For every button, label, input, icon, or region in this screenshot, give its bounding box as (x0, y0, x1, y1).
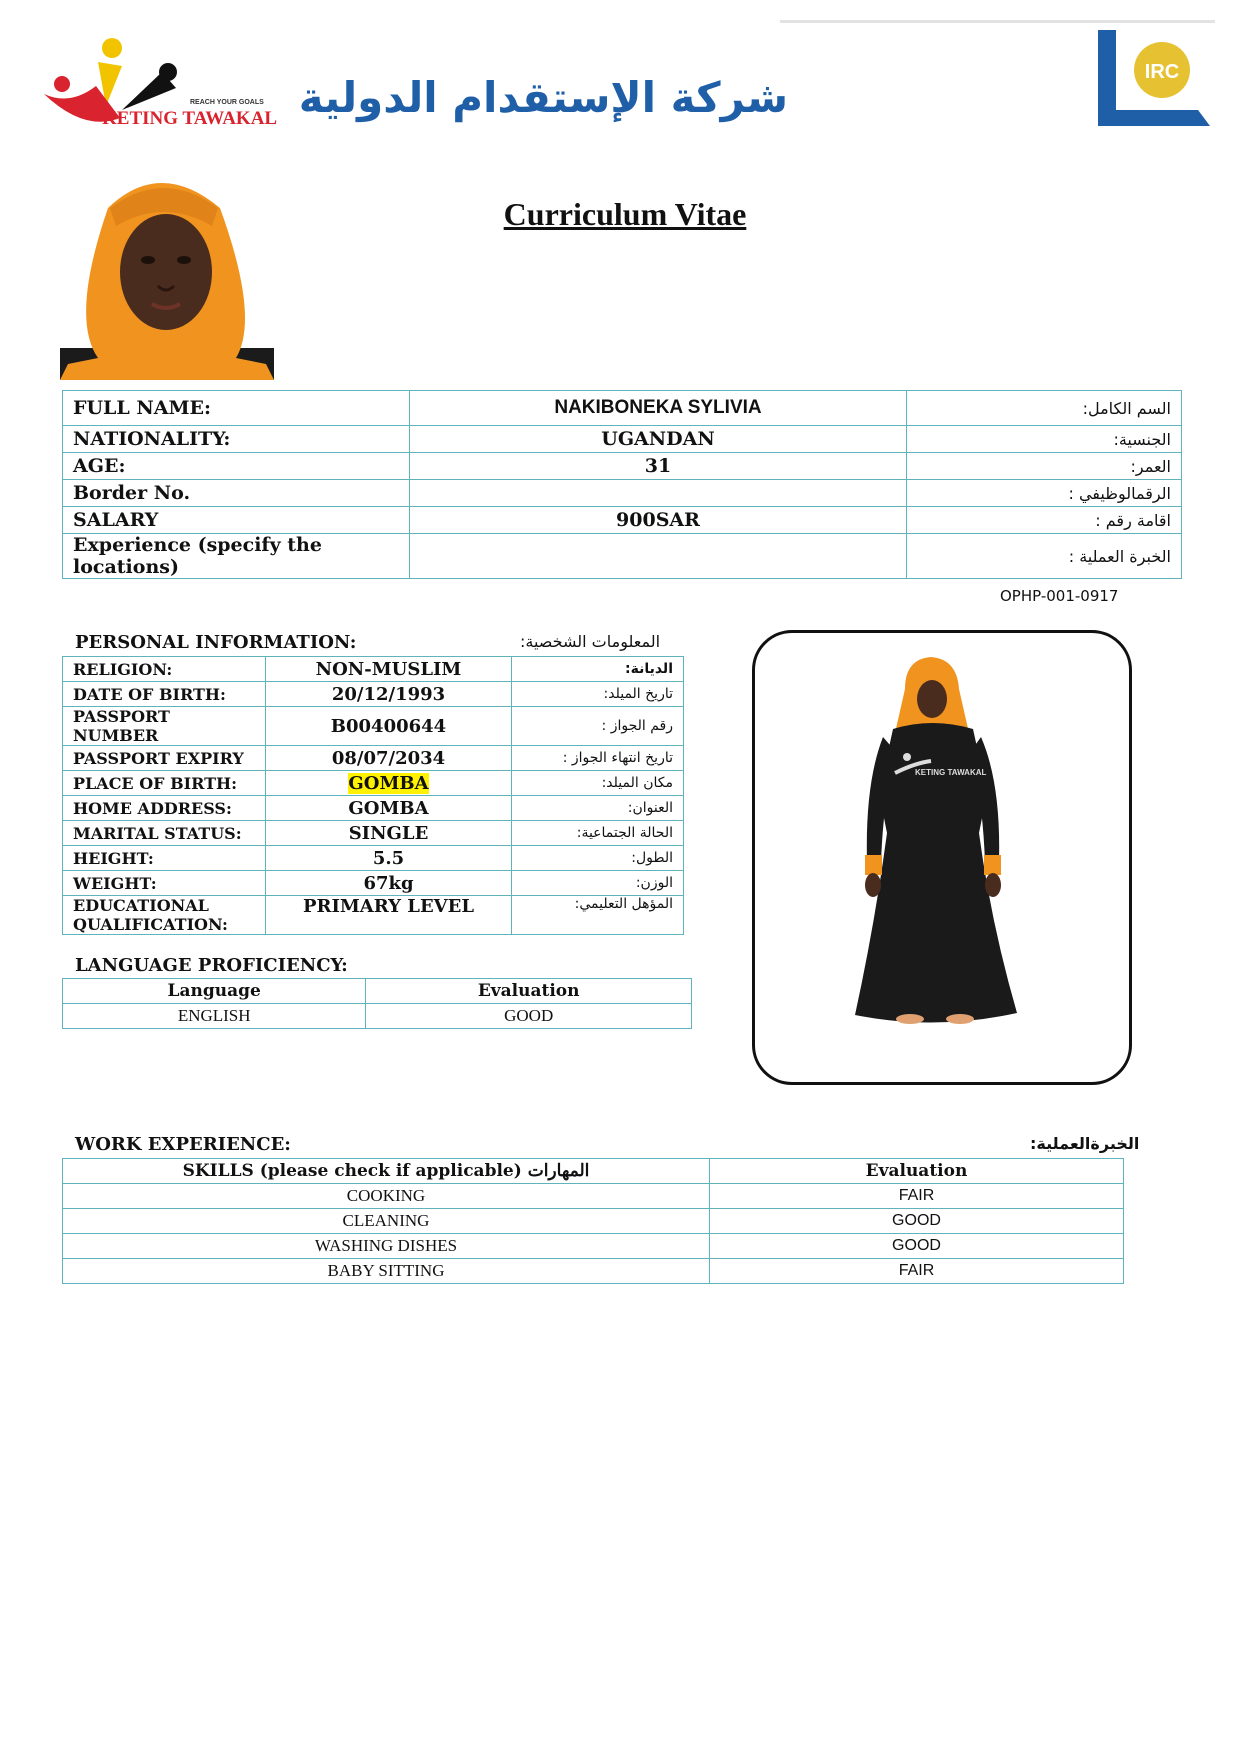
dob-value: 20/12/1993 (266, 682, 512, 707)
skill-cell: CLEANING (63, 1209, 710, 1234)
weight-label: WEIGHT: (63, 871, 266, 896)
passport-number-value: B00400644 (266, 707, 512, 746)
table-row (63, 896, 684, 935)
language-table (62, 978, 692, 1029)
svg-text:KETING TAWAKAL: KETING TAWAKAL (102, 108, 278, 129)
language-cell: ENGLISH (63, 1004, 366, 1029)
place-of-birth-label: PLACE OF BIRTH: (63, 771, 266, 796)
marital-status-value: SINGLE (266, 821, 512, 846)
experience-value (410, 534, 907, 579)
table-row (63, 453, 1182, 480)
passport-expiry-value: 08/07/2034 (266, 746, 512, 771)
table-row (63, 657, 684, 682)
table-row (63, 746, 684, 771)
table-row (63, 1004, 692, 1029)
age-value: 31 (410, 453, 907, 480)
home-address-label-ar: العنوان: (512, 796, 684, 821)
table-row (63, 707, 684, 746)
nationality-label-ar: الجنسية: (907, 426, 1182, 453)
skill-evaluation-cell: FAIR (710, 1259, 1124, 1284)
full-name-label: FULL NAME: (63, 391, 410, 426)
basic-info-table (62, 390, 1182, 579)
table-row (63, 821, 684, 846)
table-row (63, 846, 684, 871)
salary-label-ar: اقامة رقم : (907, 507, 1182, 534)
svg-text:REACH YOUR GOALS: REACH YOUR GOALS (190, 99, 264, 106)
home-address-label: HOME ADDRESS: (63, 796, 266, 821)
table-row (63, 391, 1182, 426)
religion-value: NON-MUSLIM (266, 657, 512, 682)
skill-evaluation-cell: GOOD (710, 1209, 1124, 1234)
portrait-photo (60, 168, 274, 380)
skill-cell: WASHING DISHES (63, 1234, 710, 1259)
table-row (63, 871, 684, 896)
personal-info-heading-ar: المعلومات الشخصية: (520, 632, 661, 651)
skills-evaluation-column-header: Evaluation (710, 1159, 1124, 1184)
work-experience-heading: WORK EXPERIENCE: (75, 1134, 291, 1155)
religion-label: RELIGION: (63, 657, 266, 682)
education-value: PRIMARY LEVEL (266, 896, 512, 935)
svg-text:IRC: IRC (1144, 61, 1180, 83)
table-row (63, 507, 1182, 534)
language-column-header: Language (63, 979, 366, 1004)
language-heading: LANGUAGE PROFICIENCY: (75, 955, 348, 976)
weight-value: 67kg (266, 871, 512, 896)
table-row (63, 771, 684, 796)
table-row (63, 1234, 1124, 1259)
skill-evaluation-cell: GOOD (710, 1234, 1124, 1259)
full-name-value: NAKIBONEKA SYLIVIA (410, 391, 907, 426)
table-row (63, 1259, 1124, 1284)
evaluation-column-header: Evaluation (366, 979, 692, 1004)
evaluation-cell: GOOD (366, 1004, 692, 1029)
table-row (63, 682, 684, 707)
dob-label: DATE OF BIRTH: (63, 682, 266, 707)
height-value: 5.5 (266, 846, 512, 871)
keting-tawakal-logo (40, 36, 300, 136)
weight-label-ar: الوزن: (512, 871, 684, 896)
marital-status-label-ar: الحالة الجتماعية: (512, 821, 684, 846)
passport-expiry-label: PASSPORT EXPIRY (63, 746, 266, 771)
dob-label-ar: تاريخ الميلد: (512, 682, 684, 707)
skill-cell: COOKING (63, 1184, 710, 1209)
highlighted-text: GOMBA (348, 772, 429, 794)
border-no-label-ar: الرقمالوظيفي : (907, 480, 1182, 507)
table-header-row (63, 1159, 1124, 1184)
table-row (63, 426, 1182, 453)
personal-info-table (62, 656, 684, 935)
salary-label: SALARY (63, 507, 410, 534)
work-experience-heading-ar: الخبرةالعملية: (1030, 1134, 1140, 1153)
education-label: EDUCATIONAL QUALIFICATION: (63, 896, 266, 935)
passport-number-label: PASSPORT NUMBER (63, 707, 266, 746)
border-no-label: Border No. (63, 480, 410, 507)
skills-column-header: SKILLS (please check if applicable) المهارات (63, 1159, 710, 1184)
place-of-birth-value (266, 771, 512, 796)
full-name-label-ar: السم الكامل: (907, 391, 1182, 426)
page-title: Curriculum Vitae (503, 196, 747, 232)
nationality-value: UGANDAN (410, 426, 907, 453)
education-label-ar: المؤهل التعليمي: (512, 896, 684, 935)
full-body-photo (752, 630, 1132, 1085)
experience-label-ar: الخبرة العملية : (907, 534, 1182, 579)
age-label-ar: العمر: (907, 453, 1182, 480)
skill-cell: BABY SITTING (63, 1259, 710, 1284)
salary-value: 900SAR (410, 507, 907, 534)
marital-status-label: MARITAL STATUS: (63, 821, 266, 846)
table-row (63, 1209, 1124, 1234)
svg-text:شركة الإستقدام الدولية: شركة الإستقدام الدولية (298, 73, 788, 122)
table-row (63, 480, 1182, 507)
skills-table (62, 1158, 1124, 1284)
reference-code: OPHP-001-0917 (1000, 587, 1119, 605)
home-address-value: GOMBA (266, 796, 512, 821)
place-of-birth-label-ar: مكان الميلد: (512, 771, 684, 796)
skill-evaluation-cell: FAIR (710, 1184, 1124, 1209)
irc-logo (298, 20, 1215, 142)
age-label: AGE: (63, 453, 410, 480)
personal-info-heading: PERSONAL INFORMATION: (75, 632, 357, 653)
passport-expiry-label-ar: تاريخ انتهاء الجواز : (512, 746, 684, 771)
table-row (63, 534, 1182, 579)
nationality-label: NATIONALITY: (63, 426, 410, 453)
border-no-value (410, 480, 907, 507)
experience-label: Experience (specify the locations) (63, 534, 410, 579)
table-row (63, 1184, 1124, 1209)
shirt-logo-text: KETING TAWAKAL (915, 768, 987, 777)
religion-label-ar: الديانة: (512, 657, 684, 682)
passport-number-label-ar: رقم الجواز : (512, 707, 684, 746)
table-row (63, 796, 684, 821)
height-label: HEIGHT: (63, 846, 266, 871)
table-header-row (63, 979, 692, 1004)
height-label-ar: الطول: (512, 846, 684, 871)
